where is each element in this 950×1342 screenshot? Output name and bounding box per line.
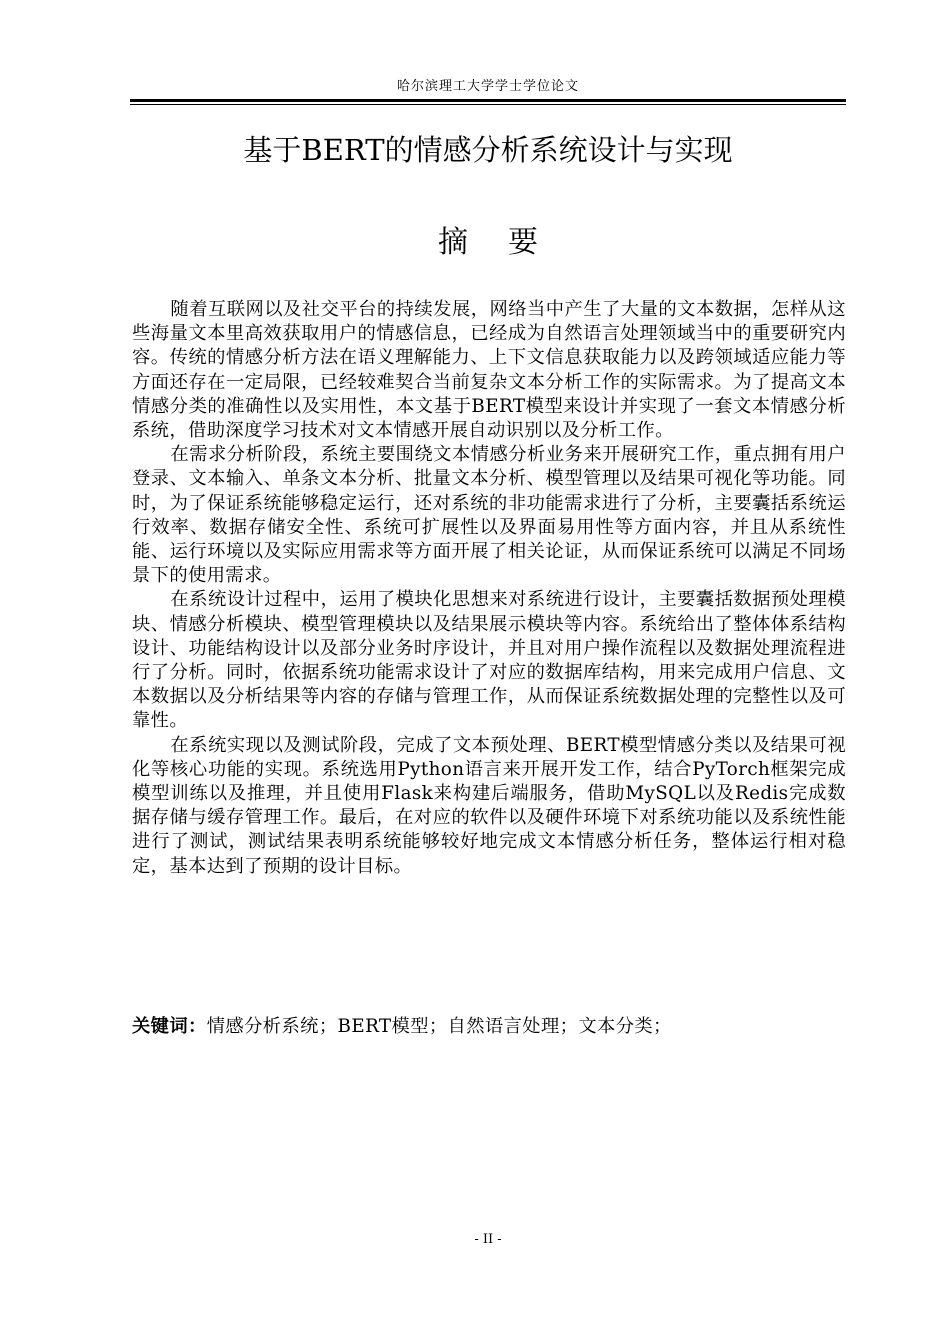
header-rule-thick (130, 99, 846, 102)
header-rule-thin (130, 104, 846, 105)
abstract-paragraph-2: 在需求分析阶段，系统主要围绕文本情感分析业务来开展研究工作，重点拥有用户登录、文本输入、单条文本分析、批量文本分析、模型管理以及结果可视化等功能。同时，为了保证系统能够稳定运行，还对系统的非功能需求进行了分析，主要囊括系统运行效率、数据存储安全性、系统可扩展性以及界面易用性等方面内容，并且从系统性能、运行环境以及实际应用需求等方面开展了相关论证，从而保证系统可以满足不同场景下的使用需求。 (132, 444, 846, 587)
abstract-paragraph-3: 在系统设计过程中，运用了模块化思想来对系统进行设计，主要囊括数据预处理模块、情感分析模块、模型管理模块以及结果展示模块等内容。系统给出了整体体系结构设计、功能结构设计以及部分业务时序设计，并且对用户操作流程以及数据处理流程进行了分析。同时，依据系统功能需求设计了对应的数据库结构，用来完成用户信息、文本数据以及分析结果等内容的存储与管理工作，从而保证系统数据处理的完整性以及可靠性。 (132, 589, 846, 732)
thesis-title: 基于BERT的情感分析系统设计与实现 (243, 133, 733, 167)
keywords (132, 1015, 846, 1039)
abstract-paragraph-4: 在系统实现以及测试阶段，完成了文本预处理、BERT模型情感分类以及结果可视化等核心功能的实现。系统选用Python语言来开展开发工作，结合PyTorch框架完成模型训练以及推理，并且使用Flask来构建后端服务，借助MySQL以及Redis完成数据存储与缓存管理工作。最后，在对应的软件以及硬件环境下对系统功能以及系统性能进行了测试，测试结果表明系统能够较好地完成文本情感分析任务，整体运行相对稳定，基本达到了预期的设计目标。 (132, 734, 846, 877)
keywords-label: 关键词： (132, 1016, 207, 1037)
page-number: - II - (474, 1232, 502, 1247)
abstract-body (132, 298, 846, 879)
running-header: 哈尔滨理工大学学士学位论文 (396, 79, 579, 94)
abstract-heading: 摘要 (438, 225, 578, 260)
abstract-paragraph-1: 随着互联网以及社交平台的持续发展，网络当中产生了大量的文本数据，怎样从这些海量文本里高效获取用户的情感信息，已经成为自然语言处理领域当中的重要研究内容。传统的情感分析方法在语义理解能力、上下文信息获取能力以及跨领域适应能力等方面还存在一定局限，已经较难契合当前复杂文本分析工作的实际需求。为了提高文本情感分类的准确性以及实用性，本文基于BERT模型来设计并实现了一套文本情感分析系统，借助深度学习技术对文本情感开展自动识别以及分析工作。 (132, 299, 846, 442)
keywords-text: 情感分析系统；BERT模型；自然语言处理；文本分类； (206, 1016, 672, 1037)
